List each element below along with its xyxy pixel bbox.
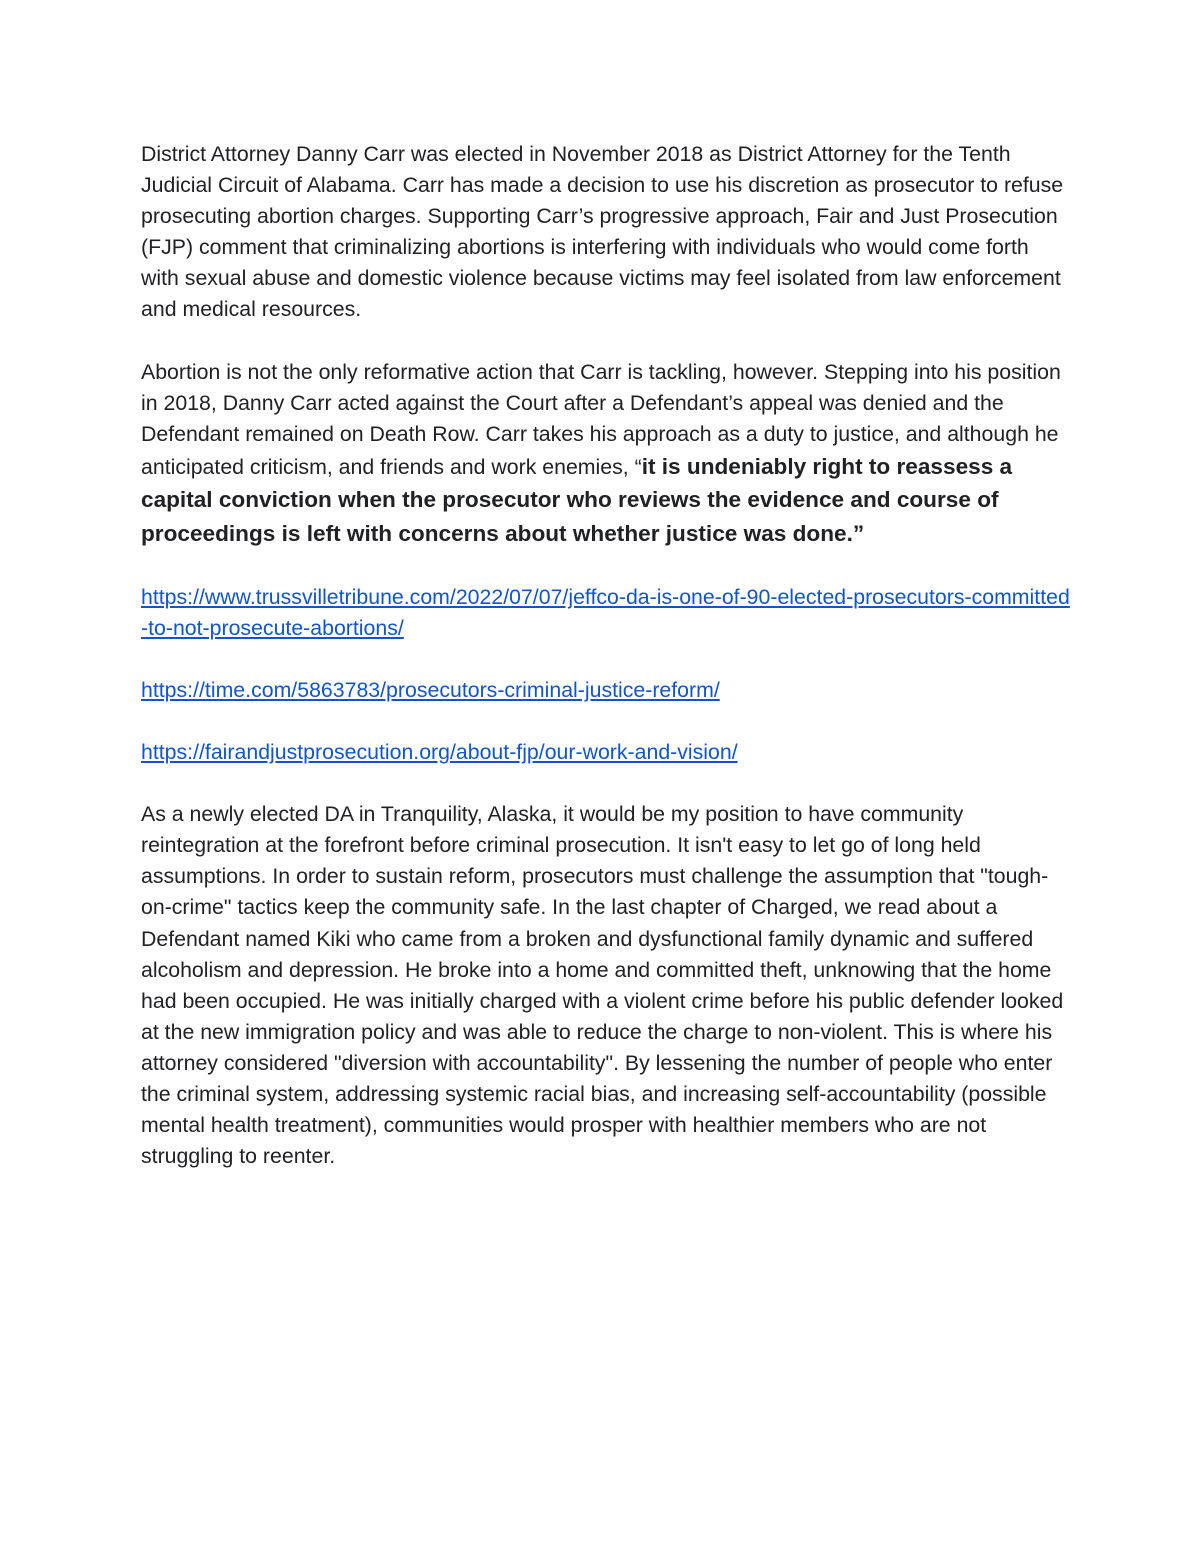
paragraph-reformative-intro: Abortion is not the only reformative action that Carr is tackling, however. Stepping into his position in 2018, Danny Carr acted against the Court after a Defendant’s appeal was denied and the Defendant remained on Death Row. Carr takes his approach as a duty to justice, and although he anticipated criticism, and friends and work enemies, “ [141,359,1061,479]
document-body [141,139,1071,1203]
paragraph-reformative-action [141,357,1071,551]
link-trussville-tribune[interactable]: https://www.trussvilletribune.com/2022/07/07/jeffco-da-is-one-of-90-elected-prosecutors-committed-to-not-prosecute-abortions/ [141,584,1070,640]
paragraph-danny-carr-election: District Attorney Danny Carr was elected in November 2018 as District Attorney for the Tenth Judicial Circuit of Alabama. Carr has made a decision to use his discretion as prosecutor to refuse prosecuting abortion charges. Supporting Carr’s progressive approach, Fair and Just Prosecution (FJP) comment that criminalizing abortions is interfering with individuals who would come forth with sexual abuse and domestic violence because victims may feel isolated from law enforcement and medical resources. [141,142,1064,322]
paragraph-tranquility-alaska: As a newly elected DA in Tranquility, Alaska, it would be my position to have community reintegration at the forefront before criminal prosecution. It isn't easy to let go of long held assumptions. In order to sustain reform, prosecutors must challenge the assumption that "tough-on-crime" tactics keep the community safe. In the last chapter of Charged, we read about a Defendant named Kiki who came from a broken and dysfunctional family dynamic and suffered alcoholism and depression. He broke into a home and committed theft, unknowing that the home had been occupied. He was initially charged with a violent crime before his public defender looked at the new immigration policy and was able to reduce the charge to non-violent. This is where his attorney considered "diversion with accountability". By lessening the number of people who enter the criminal system, addressing systemic racial bias, and increasing self-accountability (possible mental health treatment), communities would prosper with healthier members who are not struggling to reenter. [141,802,1064,1169]
link-time[interactable]: https://time.com/5863783/prosecutors-criminal-justice-reform/ [141,677,720,702]
link-fair-and-just-prosecution[interactable]: https://fairandjustprosecution.org/about-fjp/our-work-and-vision/ [141,740,738,764]
link-paragraph-2 [141,675,1071,706]
link-paragraph-1 [141,582,1071,644]
link-paragraph-3 [141,737,1071,768]
bold-quote: it is undeniably right to reassess a capital conviction when the prosecutor who reviews the evidence and course of proceedings is left with concerns about whether justice was done.” [141,453,1013,546]
